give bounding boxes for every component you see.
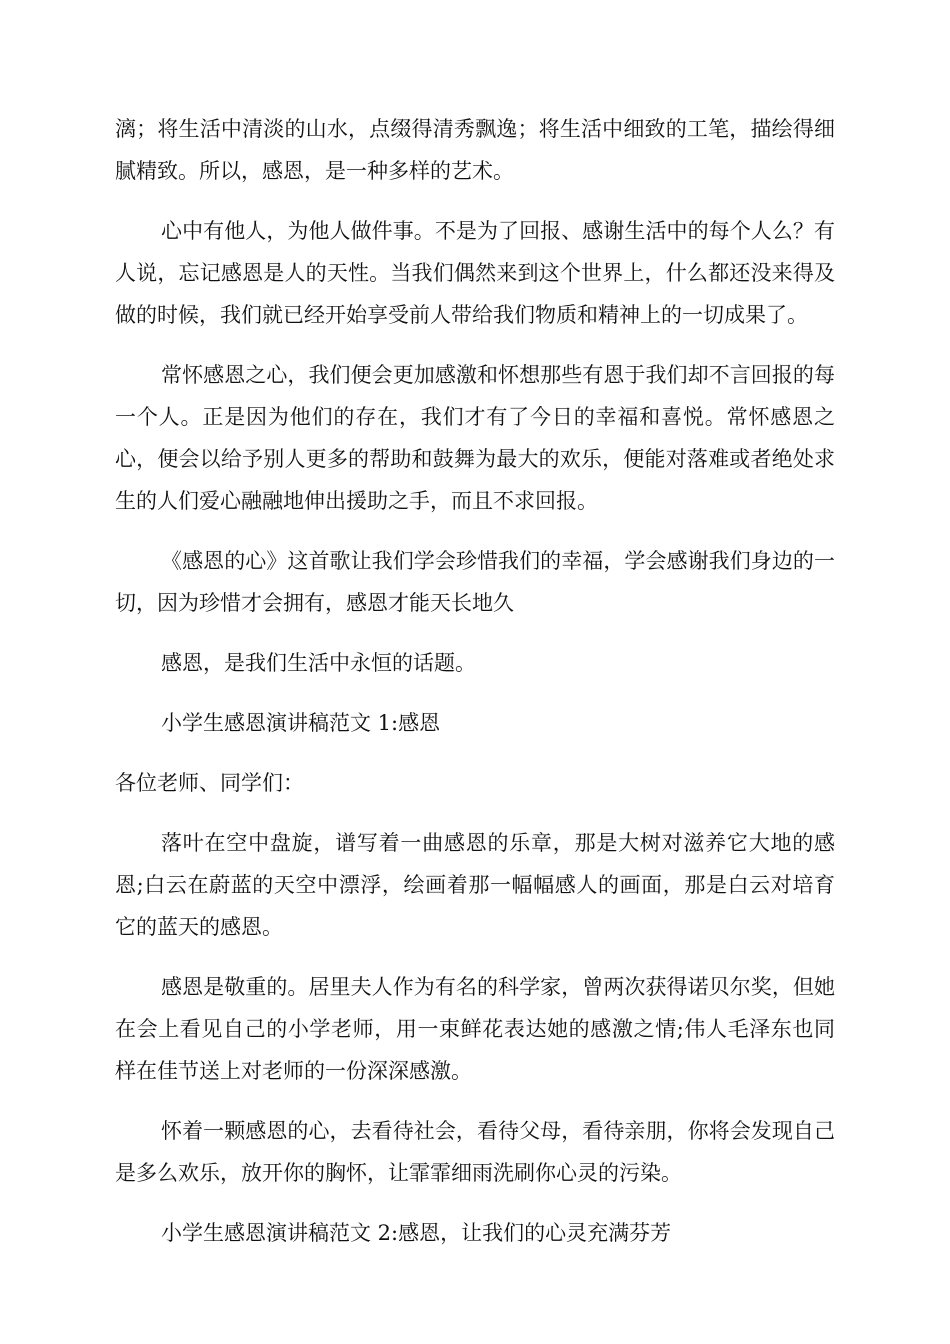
paragraph: 落叶在空中盘旋，谱写着一曲感恩的乐章，那是大树对滋养它大地的感恩;白云在蔚蓝的天空中漂浮，绘画着那一幅幅感人的画面，那是白云对培育它的蓝天的感恩。 [115,831,835,939]
paragraph: 感恩是敬重的。居里夫人作为有名的科学家，曾两次获得诺贝尔奖，但她在会上看见自己的小学老师，用一束鲜花表达她的感激之情;伟人毛泽东也同样在佳节送上对老师的一份深深感激。 [115,975,835,1083]
document-page [115,108,835,1272]
section-heading: 小学生感恩演讲稿范文 2:感恩，让我们的心灵充满芬芳 [161,1221,672,1245]
paragraph: 漓；将生活中清淡的山水，点缀得清秀飘逸；将生活中细致的工笔，描绘得细腻精致。所以，感恩，是一种多样的艺术。 [115,117,835,183]
paragraph: 常怀感恩之心，我们便会更加感激和怀想那些有恩于我们却不言回报的每一个人。正是因为他们的存在，我们才有了今日的幸福和喜悦。常怀感恩之心，便会以给予别人更多的帮助和鼓舞为最大的欢乐，便能对落难或者绝处求生的人们爱心融融地伸出援助之手，而且不求回报。 [115,363,835,513]
paragraph: 《感恩的心》这首歌让我们学会珍惜我们的幸福，学会感谢我们身边的一切，因为珍惜才会拥有，感恩才能天长地久 [115,549,835,615]
paragraph: 感恩，是我们生活中永恒的话题。 [161,651,476,675]
section-heading: 小学生感恩演讲稿范文 1:感恩 [161,711,441,735]
paragraph: 心中有他人，为他人做件事。不是为了回报、感谢生活中的每个人么？有人说，忘记感恩是人的天性。当我们偶然来到这个世界上，什么都还没来得及做的时候，我们就已经开始享受前人带给我们物质和精神上的一切成果了。 [115,219,835,327]
paragraph: 怀着一颗感恩的心，去看待社会，看待父母，看待亲朋，你将会发现自己是多么欢乐，放开你的胸怀，让霏霏细雨洗刷你心灵的污染。 [115,1119,835,1185]
salutation: 各位老师、同学们： [115,771,304,795]
